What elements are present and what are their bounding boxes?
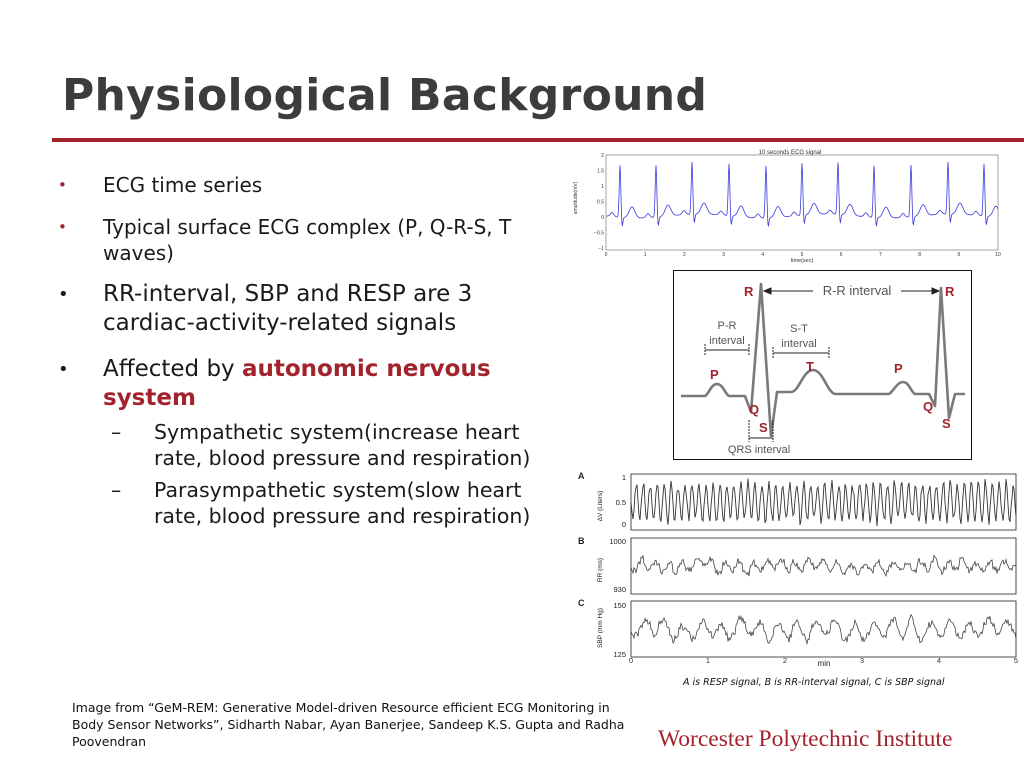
- bullet-text: ECG time series: [103, 173, 263, 197]
- ecg-plot-ylabel: amplitude(mV): [573, 181, 579, 215]
- slide-title: Physiological Background: [62, 70, 708, 121]
- ecg-y-tick-label: 2: [601, 153, 604, 159]
- panel-a-ylabel: ΔV (Liters): [597, 490, 604, 522]
- panel-c-ytick: 125: [613, 650, 626, 659]
- label-s-right: S: [942, 416, 951, 431]
- signals-x-tick-label: 0: [628, 656, 634, 665]
- label-t: T: [806, 359, 814, 374]
- ecg-complex-diagram: [673, 270, 972, 460]
- ecg-y-tick-label: 1: [601, 184, 604, 190]
- label-q-left: Q: [749, 402, 760, 417]
- bullet-dot: •: [58, 359, 69, 380]
- signals-caption: A is RESP signal, B is RR-interval signal, C is SBP signal: [683, 677, 945, 688]
- label-qrs-interval: QRS interval: [727, 444, 791, 456]
- signals-x-tick-label: 1: [705, 656, 711, 665]
- bullet-autonomic: [58, 355, 568, 413]
- bullet-dot: •: [58, 176, 67, 194]
- panel-b-ytick: 930: [613, 585, 626, 594]
- label-pr-line2: interval: [709, 335, 745, 347]
- ecg-x-tick-label: 5: [800, 252, 804, 258]
- ecg-x-tick-label: 7: [879, 252, 882, 258]
- label-s-left: S: [759, 420, 768, 435]
- ecg-time-series-figure: [566, 146, 1022, 264]
- physiological-signals-figure: [574, 468, 1024, 670]
- label-r-right: R: [945, 284, 955, 299]
- label-pr-line1: P-R: [717, 320, 737, 332]
- signals-x-tick-label: 4: [936, 656, 942, 665]
- subbullet-dash: –: [111, 478, 122, 502]
- subbullet-parasympathetic: [58, 477, 568, 529]
- bullet-text: RR-interval, SBP and RESP are 3 cardiac-activity-related signals: [103, 281, 473, 336]
- panel-b-ylabel: RR (ms): [597, 557, 604, 583]
- ecg-y-tick-label: −1: [598, 246, 604, 252]
- image-credit: Image from “GeM-REM: Generative Model-driven Resource efficient ECG Monitoring in Body Sensor Networks”, Sidharth Nabar, Ayan Banerjee, Sandeep K.S. Gupta and Radha Poovendran: [72, 700, 625, 749]
- ecg-x-tick-label: 1: [643, 252, 647, 258]
- ecg-x-tick-label: 9: [957, 252, 961, 258]
- panel-b-letter: B: [578, 536, 585, 546]
- ecg-y-tick-label: 1.5: [597, 168, 604, 175]
- ecg-x-tick-label: 6: [839, 252, 843, 258]
- subbullet-text: Parasympathetic system(slow heart rate, blood pressure and respiration): [154, 478, 531, 528]
- ecg-x-tick-label: 4: [761, 252, 765, 258]
- panel-c-ylabel: SBP (mm Hg): [597, 608, 604, 648]
- panel-a-ytick: 0: [621, 520, 626, 529]
- signals-x-tick-label: 5: [1013, 656, 1019, 665]
- label-p-left: P: [710, 367, 719, 382]
- ecg-x-tick-label: 10: [995, 252, 1001, 258]
- bullet-ecg-time-series: [58, 172, 568, 198]
- bullet-dot: •: [58, 284, 69, 305]
- figure-background: [566, 146, 1022, 264]
- ecg-x-tick-label: 3: [722, 252, 725, 258]
- signals-xlabel: min: [817, 659, 831, 668]
- ecg-plot-xlabel: time(sec): [790, 258, 814, 264]
- institution-name: Worcester Polytechnic Institute: [658, 726, 953, 752]
- subbullet-text: Sympathetic system(increase heart rate, blood pressure and respiration): [154, 420, 531, 470]
- ecg-x-tick-label: 0: [604, 252, 608, 258]
- panel-a-ytick: 1: [621, 473, 626, 482]
- ecg-x-tick-label: 2: [683, 252, 686, 258]
- bullet-cardiac-signals: [58, 280, 568, 338]
- bullet-text-prefix: Affected by: [103, 356, 242, 382]
- signals-x-tick-label: 3: [859, 656, 865, 665]
- subbullet-dash: –: [111, 420, 122, 444]
- label-rr-interval: R-R interval: [822, 283, 892, 298]
- bullet-ecg-complex: [58, 214, 568, 266]
- ecg-y-tick-label: −0.5: [594, 230, 604, 237]
- label-st-line2: interval: [781, 338, 817, 350]
- subbullet-sympathetic: [58, 419, 568, 471]
- title-divider: [52, 138, 1024, 142]
- ecg-y-tick-label: 0: [601, 215, 604, 221]
- bullet-highlight: autonomic nervous system: [103, 356, 491, 411]
- signals-x-tick-label: 2: [782, 656, 788, 665]
- panel-a-ytick: 0.5: [615, 498, 626, 507]
- ecg-plot-title: 10 seconds ECG signal: [758, 150, 822, 156]
- label-p-right: P: [894, 361, 903, 376]
- panel-c-letter: C: [578, 598, 585, 608]
- label-st-line1: S-T: [790, 323, 808, 335]
- ecg-y-tick-label: 0.5: [597, 199, 604, 206]
- ecg-x-tick-label: 8: [918, 252, 921, 258]
- panel-a-letter: A: [578, 471, 585, 481]
- label-q-right: Q: [923, 399, 934, 414]
- label-r-left: R: [744, 284, 754, 299]
- bullet-text: Typical surface ECG complex (P, Q-R-S, T waves): [103, 215, 512, 265]
- panel-b-ytick: 1000: [609, 537, 626, 546]
- bullet-list: [58, 172, 568, 529]
- bullet-dot: •: [58, 218, 67, 236]
- diagram-frame: [674, 271, 972, 460]
- panel-c-ytick: 150: [613, 601, 626, 610]
